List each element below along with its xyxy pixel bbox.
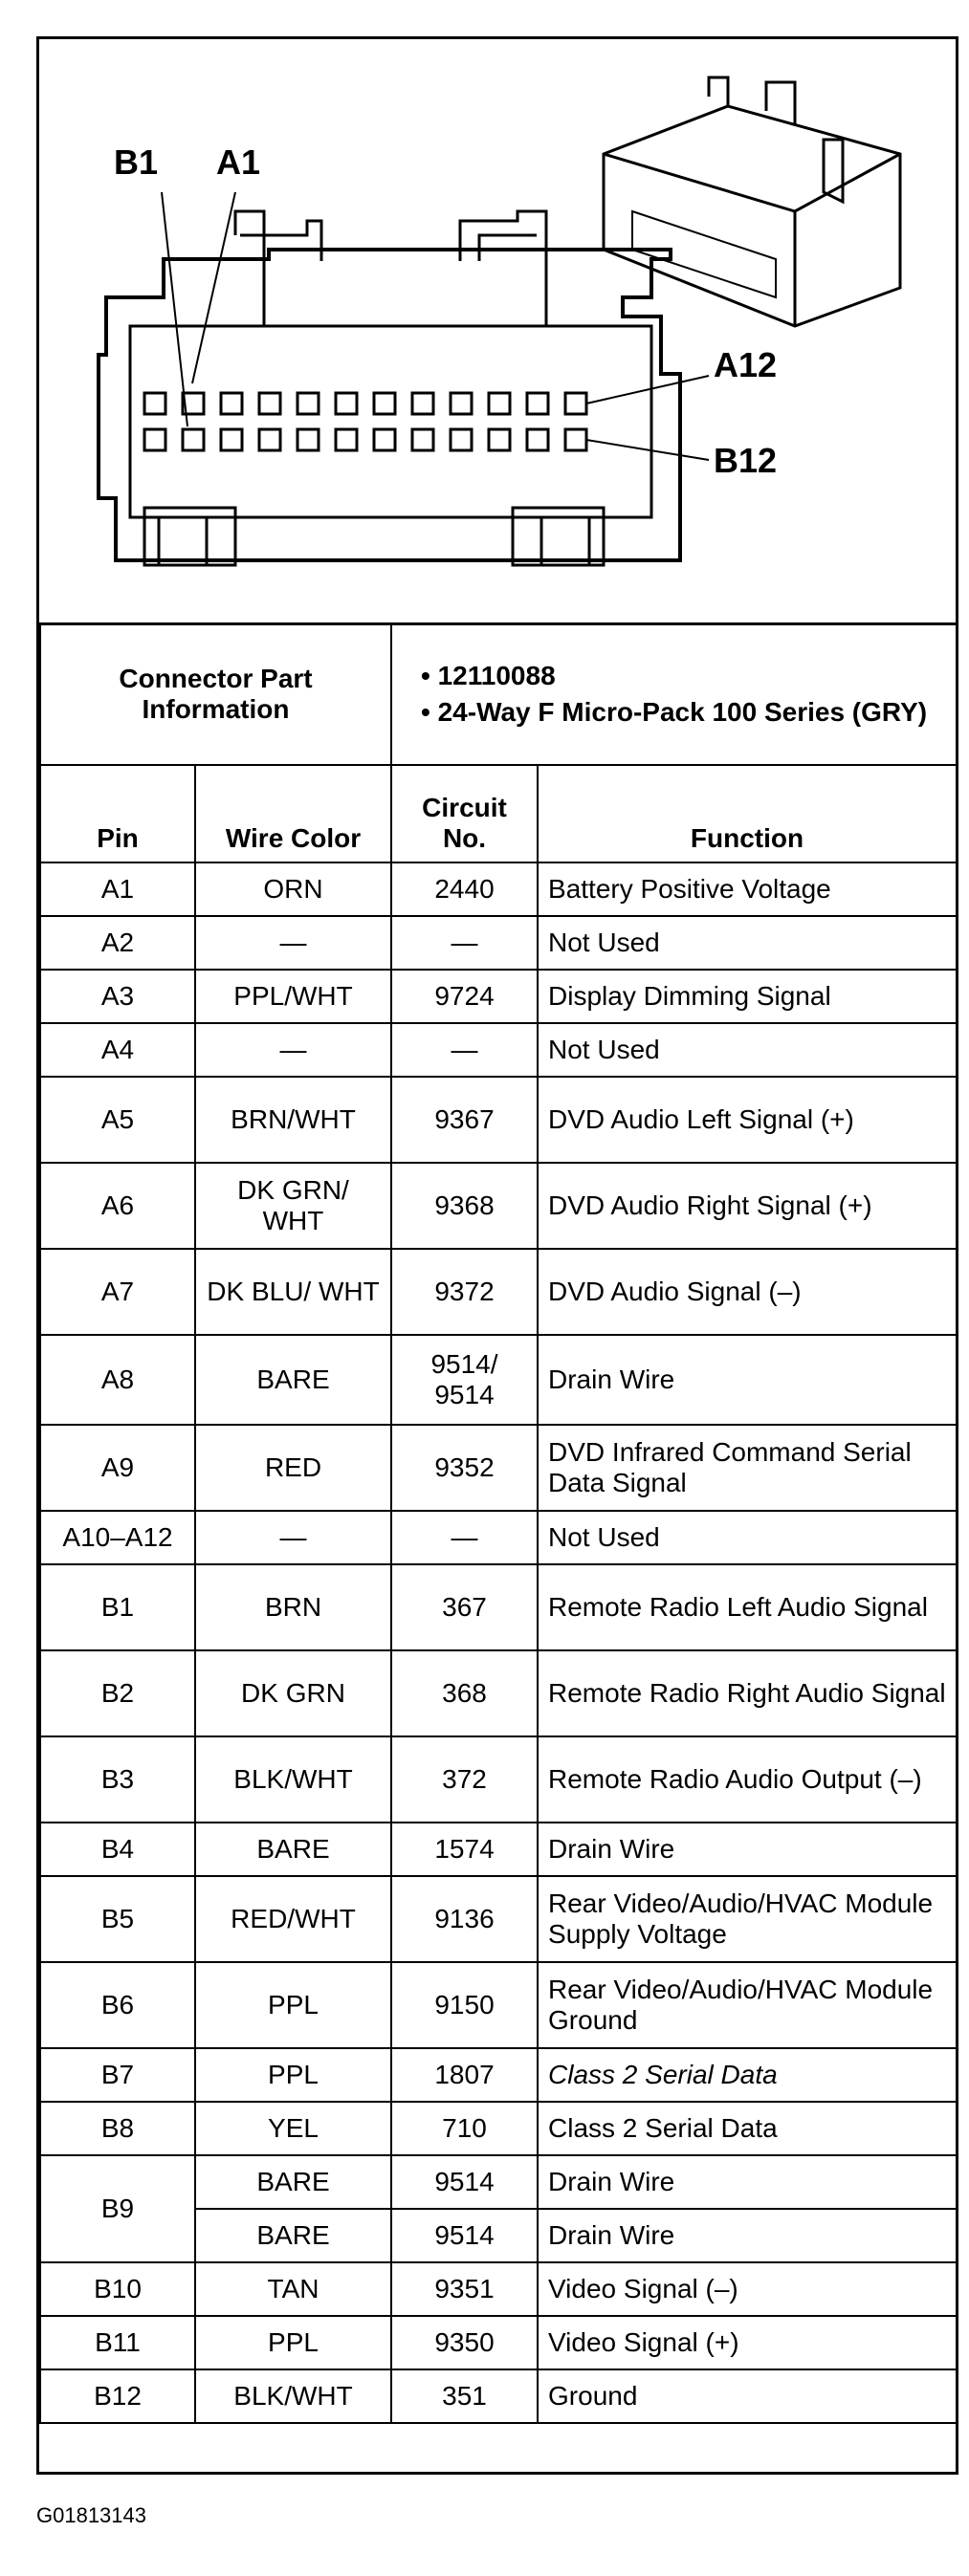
- pin-cell: B11: [40, 2316, 195, 2369]
- pin-cell: A2: [40, 916, 195, 970]
- pin-cell: A5: [40, 1077, 195, 1163]
- function-cell: Remote Radio Audio Output (–): [538, 1736, 957, 1823]
- circuit-cell: 2440: [391, 862, 538, 916]
- pin-cell: B2: [40, 1650, 195, 1736]
- table-row: [40, 916, 957, 970]
- pin-cell: B6: [40, 1962, 195, 2048]
- wire-color-cell: RED: [195, 1425, 391, 1511]
- wire-color-cell: TAN: [195, 2262, 391, 2316]
- function-cell: Battery Positive Voltage: [538, 862, 957, 916]
- pin-cell: B9: [40, 2155, 195, 2262]
- circuit-cell: 9352: [391, 1425, 538, 1511]
- circuit-cell: 1807: [391, 2048, 538, 2102]
- connector-info-row: [40, 623, 957, 765]
- connector-sheet: [36, 36, 958, 2475]
- table-row: [40, 1163, 957, 1249]
- wire-color-cell: BARE: [195, 1335, 391, 1425]
- pin-cell: A1: [40, 862, 195, 916]
- wire-color-cell: BRN: [195, 1564, 391, 1650]
- connector-type: • 24-Way F Micro-Pack 100 Series (GRY): [421, 697, 928, 727]
- function-cell: Remote Radio Left Audio Signal: [538, 1564, 957, 1650]
- function-cell: Not Used: [538, 1511, 957, 1564]
- wire-color-cell: DK GRN: [195, 1650, 391, 1736]
- wire-color-cell: PPL: [195, 1962, 391, 2048]
- pin-cell: A6: [40, 1163, 195, 1249]
- function-cell: Rear Video/Audio/HVAC Module Supply Voltage: [538, 1876, 957, 1962]
- circuit-cell: 9368: [391, 1163, 538, 1249]
- circuit-cell: 9514/ 9514: [391, 1335, 538, 1425]
- col-header-circuit: Circuit No.: [391, 765, 538, 862]
- table-row: [40, 2316, 957, 2369]
- circuit-cell: 9514: [391, 2209, 538, 2262]
- connector-part-label: Connector Part Information: [40, 623, 391, 765]
- table-row: [40, 1650, 957, 1736]
- pin-cell: A10–A12: [40, 1511, 195, 1564]
- wire-color-cell: YEL: [195, 2102, 391, 2155]
- wire-color-cell: BARE: [195, 1823, 391, 1876]
- wire-color-cell: BLK/WHT: [195, 2369, 391, 2423]
- pin-row-b: [144, 429, 586, 450]
- pin-cell: B7: [40, 2048, 195, 2102]
- table-row: [40, 1077, 957, 1163]
- function-cell: Drain Wire: [538, 2209, 957, 2262]
- function-cell: DVD Audio Left Signal (+): [538, 1077, 957, 1163]
- function-cell: Class 2 Serial Data: [538, 2102, 957, 2155]
- table-row: [40, 1736, 957, 1823]
- circuit-cell: 9514: [391, 2155, 538, 2209]
- table-row: [40, 2155, 957, 2209]
- function-cell: DVD Infrared Command Serial Data Signal: [538, 1425, 957, 1511]
- pin-cell: A3: [40, 970, 195, 1023]
- wire-color-cell: DK BLU/ WHT: [195, 1249, 391, 1335]
- connector-iso-icon: [604, 77, 900, 326]
- circuit-cell: 9724: [391, 970, 538, 1023]
- table-row: [40, 1425, 957, 1511]
- callout-b12: B12: [714, 441, 778, 480]
- function-cell: Not Used: [538, 1023, 957, 1077]
- function-cell: Drain Wire: [538, 1823, 957, 1876]
- pin-cell: B3: [40, 1736, 195, 1823]
- wire-color-cell: ORN: [195, 862, 391, 916]
- function-cell: DVD Audio Right Signal (+): [538, 1163, 957, 1249]
- table-row: [40, 1249, 957, 1335]
- function-cell: Remote Radio Right Audio Signal: [538, 1650, 957, 1736]
- col-header-function: Function: [538, 765, 957, 862]
- callout-a1: A1: [216, 142, 261, 182]
- wire-color-cell: PPL/WHT: [195, 970, 391, 1023]
- circuit-cell: 9136: [391, 1876, 538, 1962]
- function-cell: Class 2 Serial Data: [538, 2048, 957, 2102]
- wire-color-cell: BARE: [195, 2155, 391, 2209]
- function-cell: Ground: [538, 2369, 957, 2423]
- table-row: [40, 1564, 957, 1650]
- circuit-cell: 9351: [391, 2262, 538, 2316]
- wire-color-cell: PPL: [195, 2048, 391, 2102]
- figure-code: G01813143: [36, 2503, 146, 2527]
- wire-color-cell: PPL: [195, 2316, 391, 2369]
- circuit-cell: 710: [391, 2102, 538, 2155]
- function-cell: DVD Audio Signal (–): [538, 1249, 957, 1335]
- table-row: [40, 1023, 957, 1077]
- pin-cell: B8: [40, 2102, 195, 2155]
- pin-cell: A4: [40, 1023, 195, 1077]
- pin-cell: B12: [40, 2369, 195, 2423]
- table-row: [40, 2262, 957, 2316]
- table-row: [40, 2369, 957, 2423]
- table-row: [40, 1335, 957, 1425]
- table-row: [40, 2048, 957, 2102]
- wire-color-cell: —: [195, 1023, 391, 1077]
- circuit-cell: —: [391, 1511, 538, 1564]
- part-number: • 12110088: [421, 661, 556, 690]
- pin-cell: B1: [40, 1564, 195, 1650]
- pin-cell: A9: [40, 1425, 195, 1511]
- function-cell: Video Signal (–): [538, 2262, 957, 2316]
- pin-cell: B10: [40, 2262, 195, 2316]
- wire-color-cell: —: [195, 1511, 391, 1564]
- table-row: [40, 1962, 957, 2048]
- callout-b1: B1: [114, 142, 159, 182]
- circuit-cell: 1574: [391, 1823, 538, 1876]
- pin-cell: A7: [40, 1249, 195, 1335]
- circuit-cell: 367: [391, 1564, 538, 1650]
- pin-cell: A8: [40, 1335, 195, 1425]
- connector-part-info: [391, 623, 957, 765]
- wire-color-cell: BRN/WHT: [195, 1077, 391, 1163]
- table-row: [40, 1823, 957, 1876]
- pin-row-a: [144, 393, 586, 414]
- col-header-pin: Pin: [40, 765, 195, 862]
- connector-diagram: [39, 39, 956, 625]
- table-row: [40, 970, 957, 1023]
- function-cell: Not Used: [538, 916, 957, 970]
- circuit-cell: 351: [391, 2369, 538, 2423]
- function-cell: Drain Wire: [538, 2155, 957, 2209]
- pin-cell: B4: [40, 1823, 195, 1876]
- header-row: [40, 765, 957, 862]
- wire-color-cell: DK GRN/ WHT: [195, 1163, 391, 1249]
- circuit-cell: —: [391, 916, 538, 970]
- circuit-cell: 372: [391, 1736, 538, 1823]
- circuit-cell: 9350: [391, 2316, 538, 2369]
- circuit-cell: —: [391, 1023, 538, 1077]
- table-row: [40, 2102, 957, 2155]
- pin-cell: B5: [40, 1876, 195, 1962]
- wire-color-cell: BLK/WHT: [195, 1736, 391, 1823]
- callout-a12: A12: [714, 345, 778, 384]
- circuit-cell: 9372: [391, 1249, 538, 1335]
- function-cell: Video Signal (+): [538, 2316, 957, 2369]
- wire-color-cell: BARE: [195, 2209, 391, 2262]
- function-cell: Display Dimming Signal: [538, 970, 957, 1023]
- wire-color-cell: —: [195, 916, 391, 970]
- wire-color-cell: RED/WHT: [195, 1876, 391, 1962]
- table-row: [40, 1511, 957, 1564]
- circuit-cell: 9367: [391, 1077, 538, 1163]
- table-row: [40, 862, 957, 916]
- function-cell: Rear Video/Audio/HVAC Module Ground: [538, 1962, 957, 2048]
- connector-face-drawing: [39, 39, 956, 622]
- circuit-cell: 368: [391, 1650, 538, 1736]
- col-header-wire-color: Wire Color: [195, 765, 391, 862]
- pinout-table: [39, 622, 958, 2424]
- function-cell: Drain Wire: [538, 1335, 957, 1425]
- circuit-cell: 9150: [391, 1962, 538, 2048]
- table-row: [40, 1876, 957, 1962]
